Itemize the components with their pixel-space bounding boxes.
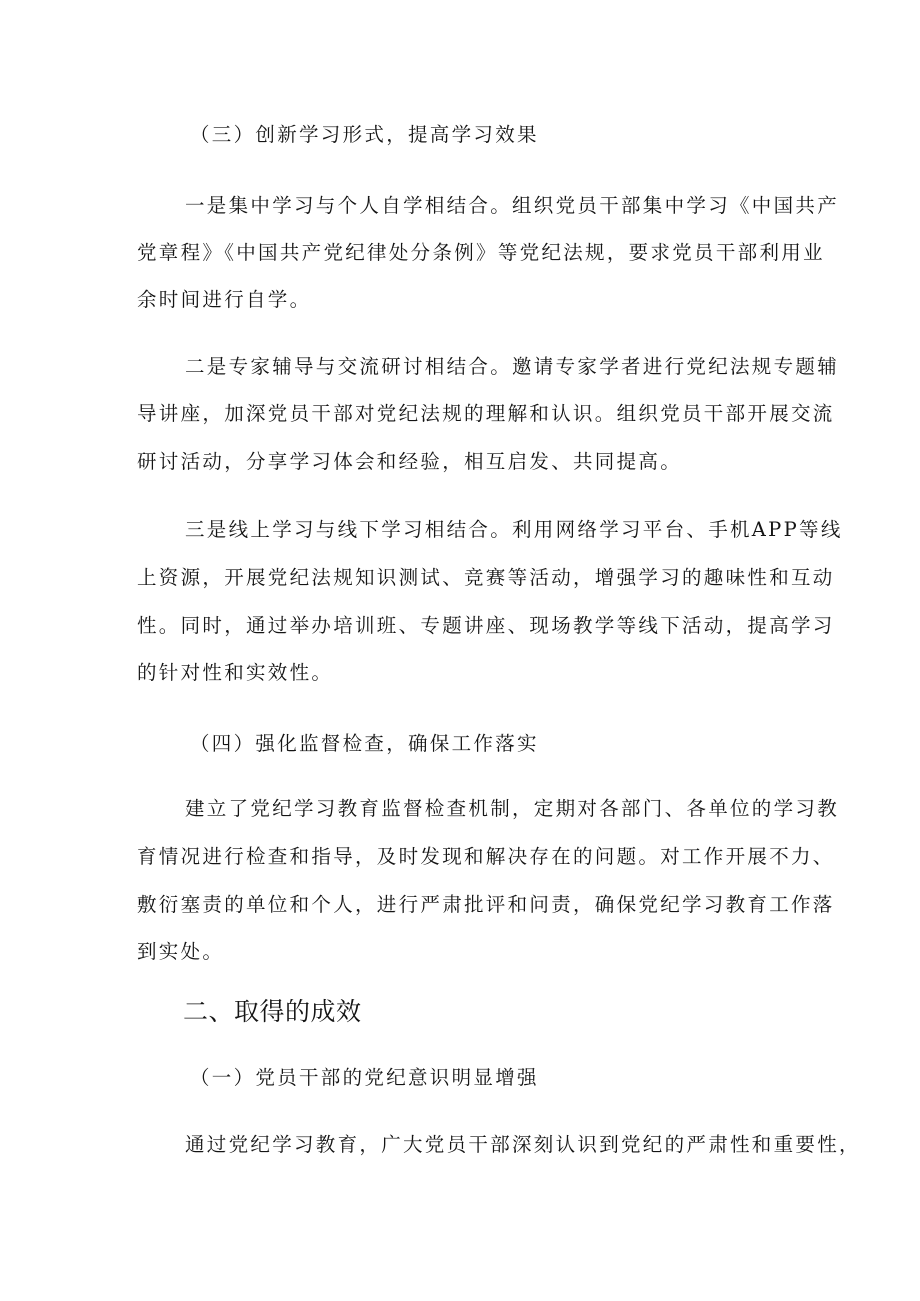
- section3-p1-line1: 一是集中学习与个人自学相结合。组织党员干部集中学习《中国共产: [185, 194, 840, 217]
- section3-p3-line2: 上资源，开展党纪法规知识测试、竞赛等活动，增强学习的趣味性和互动: [137, 566, 835, 589]
- section4-p1-line1: 建立了党纪学习教育监督检查机制，定期对各部门、各单位的学习教: [185, 797, 840, 820]
- section4-p1-line4: 到实处。: [137, 940, 225, 963]
- part2-sub1-p1-line1: 通过党纪学习教育，广大党员干部深刻认识到党纪的严肃性和重要性，: [185, 1133, 861, 1156]
- section3-p2-line2: 导讲座，加深党员干部对党纪法规的理解和认识。组织党员干部开展交流: [137, 402, 835, 425]
- section4-p1-line3: 敷衍塞责的单位和个人，进行严肃批评和问责，确保党纪学习教育工作落: [137, 893, 835, 916]
- section3-title: （三）创新学习形式，提高学习效果: [190, 123, 539, 146]
- section3-p2-line1: 二是专家辅导与交流研讨相结合。邀请专家学者进行党纪法规专题辅: [185, 355, 840, 378]
- section4-title: （四）强化监督检查，确保工作落实: [190, 732, 539, 755]
- section3-p3-line4: 的针对性和实效性。: [137, 661, 334, 684]
- section3-p2-line3: 研讨活动，分享学习体会和经验，相互启发、共同提高。: [137, 450, 683, 473]
- section3-p3-line3: 性。同时，通过举办培训班、专题讲座、现场教学等线下活动，提高学习: [137, 614, 835, 637]
- part2-heading: 二、取得的成效: [183, 997, 362, 1026]
- section4-p1-line2: 育情况进行检查和指导，及时发现和解决存在的问题。对工作开展不力、: [137, 845, 835, 868]
- section3-p1-line2: 党章程》《中国共产党纪律处分条例》等党纪法规，要求党员干部利用业: [137, 241, 825, 264]
- section3-p1-line3: 余时间进行自学。: [137, 288, 312, 311]
- part2-sub1-title: （一）党员干部的党纪意识明显增强: [190, 1066, 539, 1089]
- section3-p3-line1: 三是线上学习与线下学习相结合。利用网络学习平台、手机APP等线: [185, 518, 843, 541]
